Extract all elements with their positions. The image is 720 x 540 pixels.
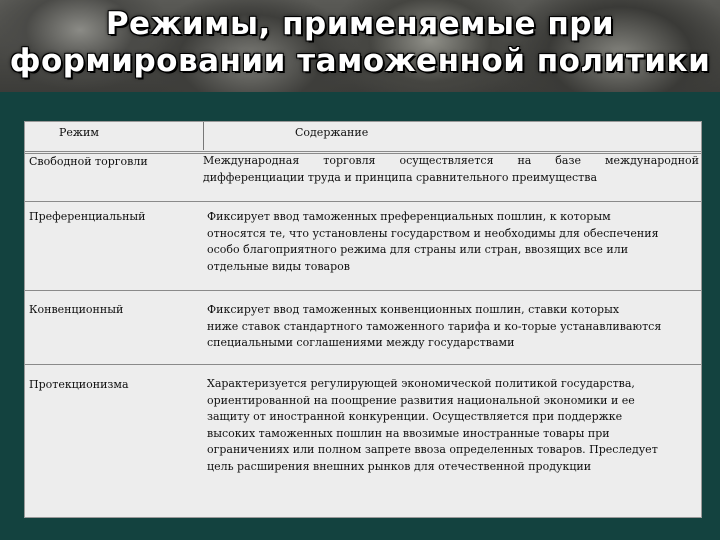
row-content [203,153,699,186]
row-content-line: ориентированной на поощрение развития национальной экономики и ее [207,393,635,407]
row-content-line: защиту от иностранной конкуренции. Осуществляется при поддержке [207,410,623,423]
row-content [207,209,697,275]
row-content-line: специальными соглашениями между государствами [207,336,515,349]
title-banner [0,0,720,92]
row-content-line: Фиксирует ввод таможенных преференциальных пошлин, к которым [207,210,611,223]
row-content-line: Фиксирует ввод таможенных конвенционных пошлин, ставки которых [207,303,620,316]
row-content [207,376,697,475]
row-divider [25,364,701,365]
row-content-line: высоких таможенных пошлин на ввозимые иностранные товары при [207,426,610,440]
row-content-line: Характеризуется регулирующей экономической политикой государства, [207,377,635,390]
row-content-line: особо благоприятного режима для страны или стран, ввозящих все или [207,243,629,256]
row-content-line: ниже ставок стандартного таможенного тарифа и ко-торые устанавливаются [207,319,662,333]
row-mode-name: Свободной торговли [29,155,148,168]
header-mode: Режим [59,126,99,139]
row-mode-name: Протекционизма [29,378,129,391]
column-divider [203,122,204,150]
slide-title [0,6,720,80]
row-content-line: дифференциации труда и принципа сравнительного преимущества [203,170,597,184]
row-content-line: отдельные виды товаров [207,259,350,273]
row-divider [25,201,701,202]
row-divider [25,290,701,291]
slide-title-line-2: формировании таможенной политики [9,43,711,79]
row-content-line: Международная торговля осуществляется на базе международной [203,154,699,167]
table-header-row [25,122,701,152]
regimes-table [24,121,702,518]
row-mode-name: Конвенционный [29,303,124,316]
row-content-line: ограничениях или полном запрете ввоза определенных товаров. Преследует [207,443,658,456]
slide-title-line-1: Режимы, применяемые при [105,6,615,42]
row-mode-name: Преференциальный [29,210,146,223]
row-content [207,302,697,352]
row-content-line: цель расширения внешних рынков для отечественной продукции [207,459,592,473]
row-content-line: относятся те, что установлены государством и необходимы для обеспечения [207,226,659,240]
header-content: Содержание [295,126,369,139]
